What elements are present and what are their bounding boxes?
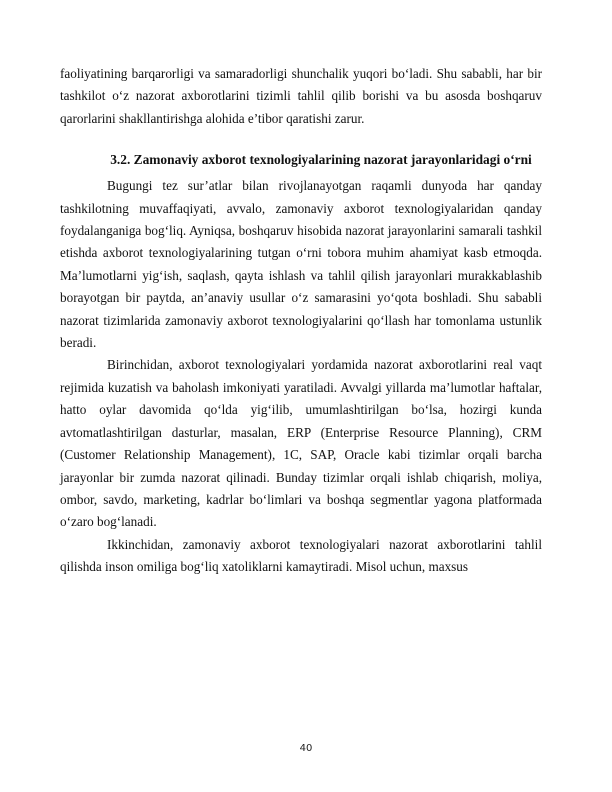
section-heading: 3.2. Zamonaviy axborot texnologiyalarining nazorat jarayonlaridagi o‘rni — [110, 152, 532, 168]
page-body — [60, 63, 542, 579]
paragraph-1: Bugungi tez sur’atlar bilan rivojlanayotgan raqamli dunyoda har qanday tashkilotning muvaffaqiyati, avvalo, zamonaviy axborot texnologiyalaridan qanday foydalanganiga bog‘liq. Ayniqsa, boshqaruv hisobida nazorat jarayonlarini samarali tashkil etishda axborot texnologiyalarining tutgan o‘rni tobora muhim ahamiyat kasb etmoqda. Ma’lumotlarni yig‘ish, saqlash, qayta ishlash va tahlil qilish jarayonlari murakkablashib borayotgan bir paytda, an’anaviy usullar o‘z samarasini yo‘qota boshladi. Shu sababli nazorat tizimlarida zamonaviy axborot texnologiyalarini qo‘llash har tomonlama ustunlik beradi. — [60, 178, 542, 351]
paragraph-intro: faoliyatining barqarorligi va samaradorligi shunchalik yuqori bo‘ladi. Shu sababli, har bir tashkilot o‘z nazorat axborotlarini tizimli tahlil qilib borishi va bu asosda boshqaruv qarorlarini shakllantirishga alohida e’tibor qaratishi zarur. — [60, 66, 542, 126]
paragraph-3: Ikkinchidan, zamonaviy axborot texnologiyalari nazorat axborotlarini tahlil qilishda inson omiliga bog‘liq xatoliklarni kamaytiradi. Misol uchun, maxsus — [60, 536, 542, 575]
page-number: 40 — [299, 743, 313, 754]
paragraph-2: Birinchidan, axborot texnologiyalari yordamida nazorat axborotlarini real vaqt rejimida kuzatish va baholash imkoniyati yaratiladi. Avvalgi yillarda ma’lumotlar haftalar, hatto oylar davomida qo‘lda yig‘ilib, umumlashtirilgan bo‘lsa, hozirgi kunda avtomatlashtirilgan dasturlar, masalan, ERP (Enterprise Resource Planning), CRM (Customer Relationship Management), 1C, SAP, Oracle kabi tizimlar orqali barcha jarayonlar bir zumda nazorat qilinadi. Bunday tizimlar orqali ishlab chiqarish, moliya, ombor, savdo, marketing, kadrlar bo‘limlari va boshqa segmentlar yagona platformada o‘zaro bog‘lanadi. — [60, 357, 542, 530]
